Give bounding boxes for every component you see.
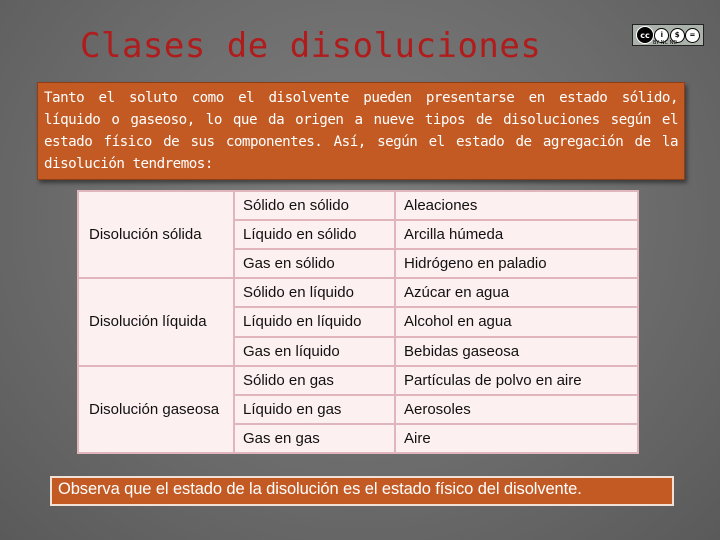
example-cell: Azúcar en agua [395, 278, 638, 307]
solutions-table [77, 190, 639, 454]
group-gas-label: Disolución gaseosa [78, 366, 234, 453]
page-title: Clases de disoluciones [80, 26, 542, 66]
footer-note: Observa que el estado de la disolución es el estado físico del disolvente. [50, 476, 674, 506]
example-cell: Aire [395, 424, 638, 453]
cc-icon: cc [636, 26, 654, 44]
table-row [78, 191, 638, 220]
group-liquid-label: Disolución líquida [78, 278, 234, 365]
intro-text: Tanto el soluto como el disolvente pueden presentarse en estado sólido, líquido o gaseoso, lo que da origen a nueve tipos de disoluciones según el estado físico de sus componentes. Así, según el estado de agregación de la disolución tendremos: [37, 82, 685, 180]
solution-type-cell: Gas en gas [234, 424, 395, 453]
example-cell: Hidrógeno en paladio [395, 249, 638, 278]
table-row [78, 278, 638, 307]
example-cell: Aerosoles [395, 395, 638, 424]
example-cell: Aleaciones [395, 191, 638, 220]
solution-type-cell: Líquido en sólido [234, 220, 395, 249]
license-labels: BY NC ND [653, 40, 678, 46]
example-cell: Alcohol en agua [395, 307, 638, 336]
group-solid-label: Disolución sólida [78, 191, 234, 278]
table-row [78, 366, 638, 395]
license-badge[interactable] [632, 24, 704, 46]
example-cell: Partículas de polvo en aire [395, 366, 638, 395]
by-icon: i [654, 28, 669, 43]
solution-type-cell: Gas en sólido [234, 249, 395, 278]
solution-type-cell: Sólido en gas [234, 366, 395, 395]
nc-icon: $ [670, 28, 685, 43]
nd-icon: = [685, 28, 700, 43]
solution-type-cell: Sólido en líquido [234, 278, 395, 307]
solution-type-cell: Líquido en líquido [234, 307, 395, 336]
solution-type-cell: Gas en líquido [234, 337, 395, 366]
solution-type-cell: Sólido en sólido [234, 191, 395, 220]
example-cell: Bebidas gaseosa [395, 337, 638, 366]
example-cell: Arcilla húmeda [395, 220, 638, 249]
solution-type-cell: Líquido en gas [234, 395, 395, 424]
